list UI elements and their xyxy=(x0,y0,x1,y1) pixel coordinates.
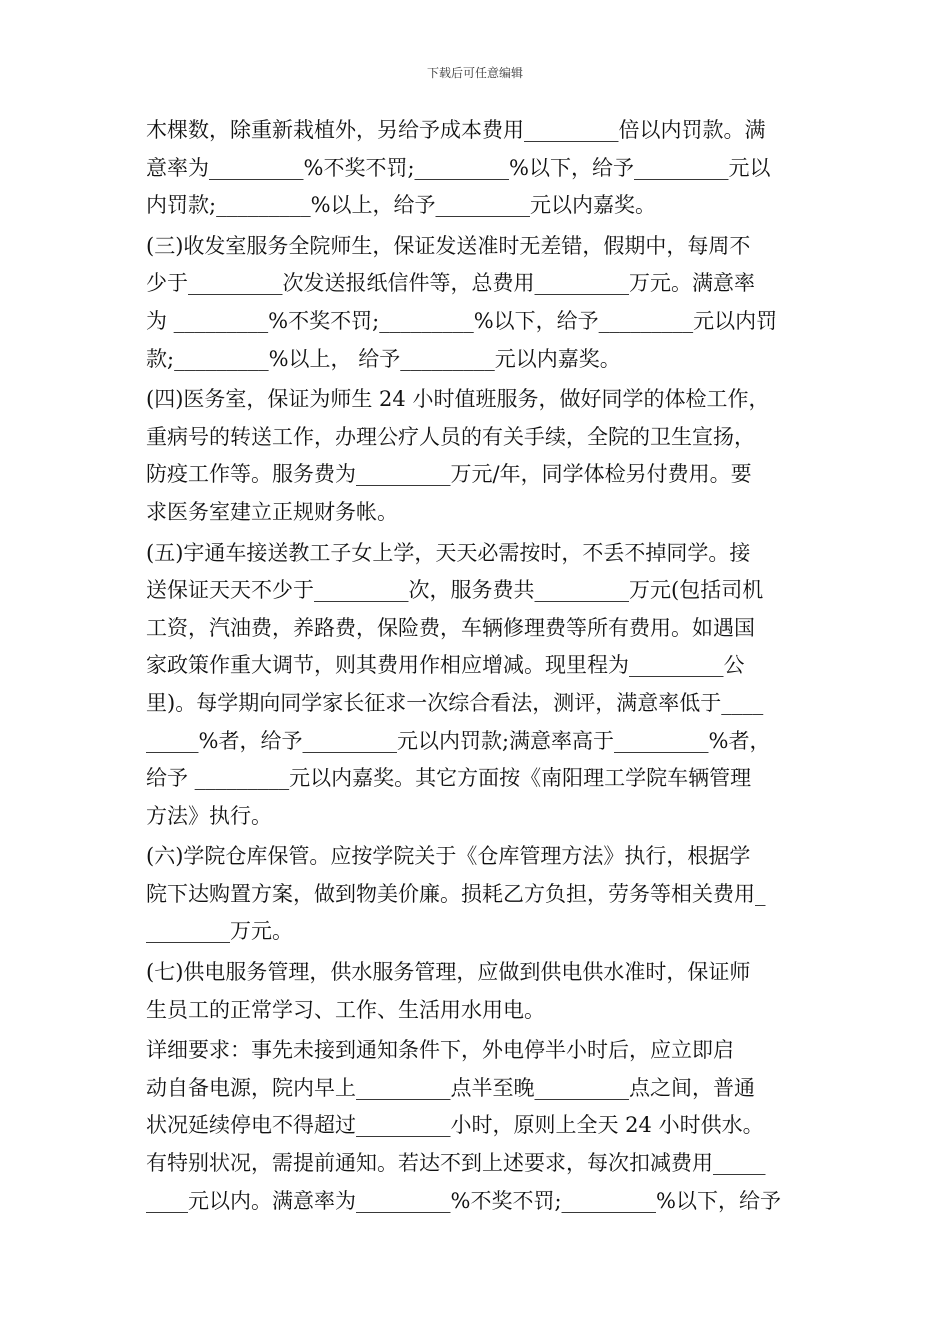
text-line: 生员工的正常学习、工作、生活用水用电。 xyxy=(146,997,545,1022)
paragraph xyxy=(146,228,818,378)
paragraph xyxy=(146,535,818,836)
paragraph xyxy=(146,1032,818,1220)
text-line: 送保证天天不少于_________次，服务费共_________万元(包括司机 xyxy=(146,578,764,603)
text-line: (七)供电服务管理，供水服务管理，应做到供电供水准时，保证师 xyxy=(146,960,751,985)
page-header-note: 下载后可任意编辑 xyxy=(426,66,523,80)
text-line: 状况延续停电不得超过_________小时，原则上全天 24 小时供水。 xyxy=(146,1113,764,1138)
text-line: 家政策作重大调节，则其费用作相应增减。现里程为_________公 xyxy=(146,653,745,678)
text-line: 有特别状况，需提前通知。若达不到上述要求，每次扣减费用_____ xyxy=(146,1151,766,1176)
text-line: 详细要求：事先未接到通知条件下，外电停半小时后，应立即启 xyxy=(146,1038,734,1063)
text-line: (四)医务室，保证为师生 24 小时值班服务，做好同学的体检工作， xyxy=(146,387,770,412)
document-body xyxy=(146,112,818,1220)
text-line: 动自备电源，院内早上_________点半至晚_________点之间，普通 xyxy=(146,1075,755,1100)
text-line: 木棵数，除重新栽植外，另给予成本费用_________倍以内罚款。满 xyxy=(146,118,766,142)
text-line: 防疫工作等。服务费为_________万元/年，同学体检另付费用。要 xyxy=(146,462,752,487)
text-line: 重病号的转送工作，办理公疗人员的有关手续，全院的卫生宣扬， xyxy=(146,424,755,449)
text-line: ____元以内。满意率为_________%不奖不罚;_________%以下，给予 xyxy=(146,1188,781,1213)
text-line: _____%者，给予_________元以内罚款;满意率高于_________%者， xyxy=(146,728,771,753)
paragraph xyxy=(146,381,818,531)
text-line: 工资，汽油费，养路费，保险费，车辆修理费等所有费用。如遇国 xyxy=(146,615,755,640)
text-line: 给予 _________元以内嘉奖。其它方面按《南阳理工学院车辆管理 xyxy=(146,766,752,791)
paragraph xyxy=(146,838,818,951)
text-line: 为 _________%不奖不罚;_________%以下，给予_________元以内罚 xyxy=(146,308,778,333)
text-line: 内罚款;_________%以上，给予_________元以内嘉奖。 xyxy=(146,193,657,218)
text-line: (三)收发室服务全院师生，保证发送准时无差错，假期中，每周不 xyxy=(146,233,751,258)
text-line: 方法》执行。 xyxy=(146,803,272,828)
text-line: 少于_________次发送报纸信件等，总费用_________万元。满意率 xyxy=(146,271,755,296)
text-line: 意率为_________%不奖不罚;_________%以下，给予_________元以 xyxy=(146,155,771,180)
text-line: 里)。每学期向同学家长征求一次综合看法，测评，满意率低于____ xyxy=(146,690,764,715)
text-line: 求医务室建立正规财务帐。 xyxy=(146,499,398,524)
text-line: (五)宇通车接送教工子女上学，天天必需按时，不丢不掉同学。接 xyxy=(146,540,751,565)
paragraph xyxy=(146,112,818,225)
paragraph xyxy=(146,954,818,1029)
text-line: (六)学院仓库保管。应按学院关于《仓库管理方法》执行，根据学 xyxy=(146,844,751,869)
text-line: 院下达购置方案，做到物美价廉。损耗乙方负担，劳务等相关费用_ xyxy=(146,881,766,906)
text-line: ________万元。 xyxy=(146,919,293,944)
text-line: 款;_________%以上， 给予_________元以内嘉奖。 xyxy=(146,346,621,371)
